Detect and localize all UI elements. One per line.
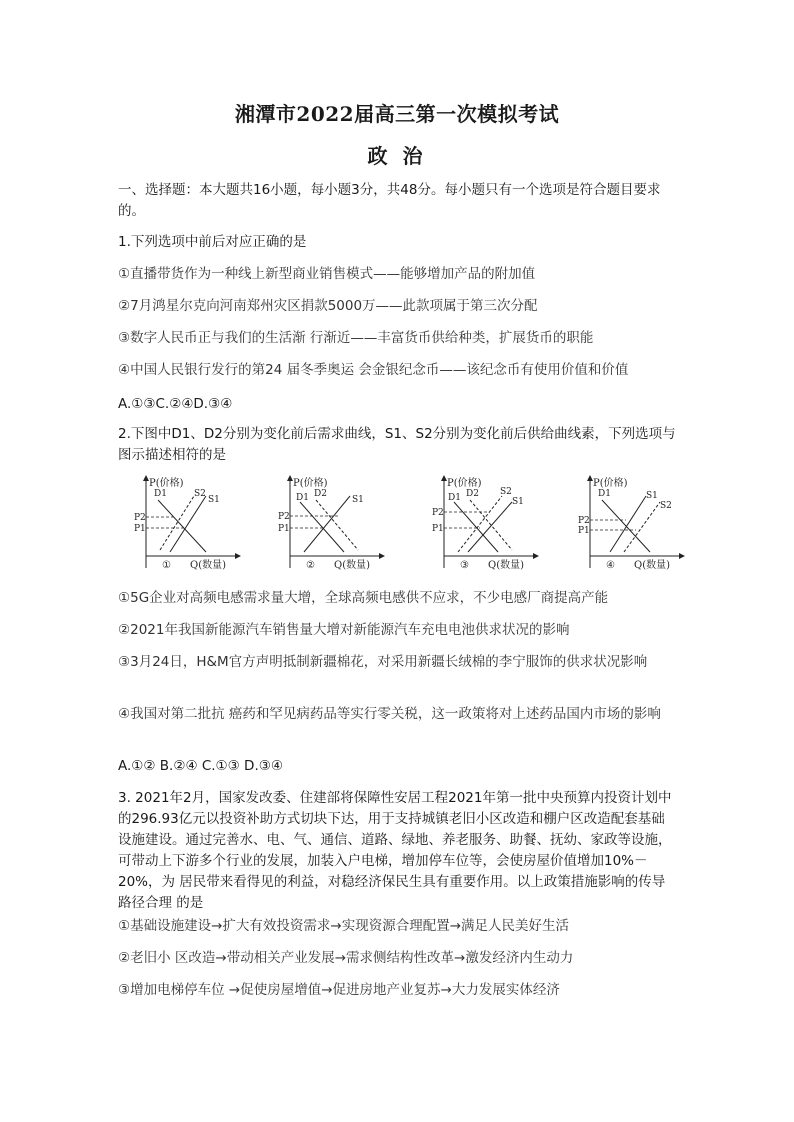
graph-3: [432, 476, 536, 571]
svg-text:P1: P1: [578, 526, 590, 536]
section-heading: 一、选择题：本大题共16小题，每小题3分，共48分。每小题只有一个选项是符合题目要求的。: [118, 182, 661, 219]
q2-stem: 2.下图中D1、D2分别为变化前后需求曲线，S1、S2分别为变化前后供给曲线素，下列选项与图示描述相符的是: [118, 426, 676, 463]
subject-title: 政 治: [367, 144, 427, 168]
svg-text:S1: S1: [646, 491, 658, 501]
svg-text:Q(数量): Q(数量): [488, 560, 525, 571]
svg-text:P1: P1: [134, 524, 146, 534]
svg-text:S1: S1: [208, 495, 220, 505]
q2-option-1: ①5G企业对高频电感需求量大增，全球高频电感供不应求，不少电感厂商提高产能: [118, 590, 609, 606]
svg-text:D2: D2: [314, 489, 327, 499]
q1-option-4: ④中国人民银行发行的第24 届冬季奥运 会金银纪念币——该纪念币有使用价值和价值: [118, 362, 629, 378]
q1-option-3: ③数字人民币正与我们的生活渐 行渐近——丰富货币供给种类，扩展货币的职能: [118, 330, 594, 346]
q1-answers: A.①③C.②④D.③④: [118, 396, 233, 412]
graph-1-ylabel: P(价格): [149, 478, 184, 489]
q3-option-2: ②老旧小 区改造→带动相关产业发展→需求侧结构性改革→激发经济内生动力: [118, 950, 574, 966]
svg-text:D2: D2: [466, 489, 479, 499]
svg-text:P(价格): P(价格): [593, 478, 628, 489]
q3-option-1: ①基础设施建设→扩大有效投资需求→实现资源合理配置→满足人民美好生活: [118, 918, 570, 934]
svg-text:④: ④: [606, 560, 615, 571]
svg-text:D1: D1: [296, 493, 309, 503]
q2-answers: A.①② B.②④ C.①③ D.③④: [118, 758, 283, 774]
svg-text:Q(数量): Q(数量): [334, 560, 371, 571]
svg-text:②: ②: [306, 560, 315, 571]
graph-4: [578, 476, 682, 571]
q1-option-2: ②7月鸿星尔克向河南郑州灾区捐款5000万——此款项属于第三次分配: [118, 298, 538, 314]
q1-stem: 1.下列选项中前后对应正确的是: [118, 234, 307, 250]
svg-text:D1: D1: [598, 489, 611, 499]
q1-option-1: ①直播带货作为一种线上新型商业销售模式——能够增加产品的附加值: [118, 266, 536, 282]
svg-text:S2: S2: [500, 487, 512, 497]
q3-stem: 3. 2021年2月，国家发改委、住建部将保障性安居工程2021年第一批中央预算内投资计划中的296.93亿元以投资补助方式切块下达，用于支持城镇老旧小区改造和棚户区改造配套基础设施建设。通过完善水、电、气、通信、道路、绿地、养老服务、助餐、抚幼、家政等设施，可带动上下游多个行业的发展，加装入户电梯，增加停车位等，会使房屋价值增加10%－20%，为 居民带来看得见的利益，对稳经济保民生具有重要作用。以上政策措施影响的传导路径合理 的是: [118, 790, 672, 911]
supply-demand-graphs: [118, 472, 688, 576]
graph-1: [134, 476, 238, 571]
svg-text:P(价格): P(价格): [293, 478, 328, 489]
graph-2: [278, 476, 382, 571]
svg-text:Q(数量): Q(数量): [634, 560, 671, 571]
svg-text:S2: S2: [660, 501, 672, 511]
svg-text:Q(数量): Q(数量): [190, 560, 227, 571]
svg-text:P2: P2: [134, 513, 146, 523]
svg-text:P2: P2: [278, 512, 290, 522]
svg-text:①: ①: [162, 560, 171, 571]
svg-text:P1: P1: [432, 524, 444, 534]
exam-title: 湘潭市2022届高三第一次模拟考试: [234, 102, 560, 126]
svg-text:D1: D1: [154, 489, 167, 499]
q2-option-2: ②2021年我国新能源汽车销售量大增对新能源汽车充电电池供求状况的影响: [118, 622, 570, 638]
svg-text:P2: P2: [432, 508, 444, 518]
svg-text:S2: S2: [194, 489, 206, 499]
q2-option-3: ③3月24日，H&M官方声明抵制新疆棉花，对采用新疆长绒棉的李宁服饰的供求状况影响: [118, 654, 648, 670]
svg-text:③: ③: [460, 560, 469, 571]
svg-text:P1: P1: [278, 524, 290, 534]
svg-text:P2: P2: [578, 516, 590, 526]
q3-option-3: ③增加电梯停车位 →促使房屋增值→促进房地产业复苏→大力发展实体经济: [118, 982, 560, 998]
svg-text:S1: S1: [512, 497, 524, 507]
svg-text:D1: D1: [448, 493, 461, 503]
svg-text:P(价格): P(价格): [447, 478, 482, 489]
svg-text:S1: S1: [352, 495, 364, 505]
q2-option-4: ④我国对第二批抗 癌药和罕见病药品等实行零关税，这一政策将对上述药品国内市场的影响: [118, 706, 661, 722]
